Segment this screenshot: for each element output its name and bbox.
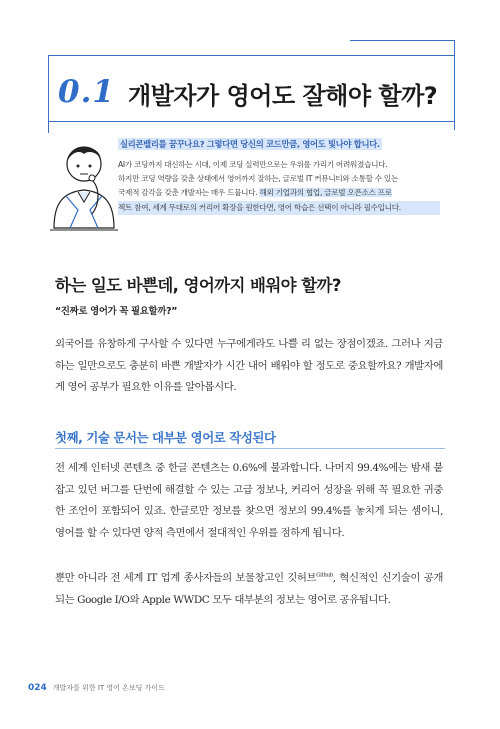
chapter-number: 0.1 <box>58 74 115 110</box>
chapter-top-accent <box>350 40 454 41</box>
intro-highlight: 실리콘밸리를 꿈꾸나요? 그렇다면 당신의 코드만큼, 영어도 빛나야 합니다. <box>120 139 380 149</box>
chapter-bottom-rule <box>48 121 454 122</box>
intro-box <box>118 132 440 215</box>
chapter-top-rule <box>48 55 454 56</box>
section-question: “진짜로 영어가 꼭 필요할까?” <box>55 306 178 317</box>
developer-icon <box>48 126 120 234</box>
paragraph-3 <box>55 568 443 611</box>
page-number: 024 <box>28 683 47 693</box>
chapter-title: 개발자가 영어도 잘해야 할까? <box>128 82 438 110</box>
intro-line: 젝트 참여, 세계 무대로의 커리어 확장을 원한다면, 영어 학습은 선택이 아니라 필수입니다. <box>118 201 440 215</box>
subsection-heading: 첫째, 기술 문서는 대부분 영어로 작성된다 <box>55 430 276 445</box>
page-footer <box>28 683 165 693</box>
intro-body <box>118 158 440 215</box>
chapter-right-rule <box>454 40 455 130</box>
intro-line: AI가 코딩까지 대신하는 시대, 이제 코딩 실력만으로는 우위를 가리기 어려워졌습니다. <box>118 160 388 169</box>
paragraph-3-part-b: , 혁신적인 신기술이 공개되는 Google I/O와 Apple WWDC 모두 대부분의 정보는 영어로 공유됩니다. <box>55 572 444 606</box>
subsection-rule <box>55 448 445 449</box>
paragraph-1: 외국어를 유창하게 구사할 수 있다면 누구에게라도 나쁠 리 없는 장점이겠죠. 그러나 지금 하는 일만으로도 충분히 바쁜 개발자가 시간 내어 배워야 할 정도로 중요할까요? 개발자에게 영어 공부가 필요한 이유를 알아봅시다. <box>55 338 443 394</box>
book-title: 개발자를 위한 IT 영어 온보딩 가이드 <box>52 684 165 692</box>
intro-line-marked: 해외 기업과의 협업, 글로벌 오픈소스 프로 <box>259 188 392 198</box>
intro-line-part: 국제적 감각을 갖춘 개발자는 매우 드뭅니다. <box>118 188 258 198</box>
paragraph-3-part-a: 뿐만 아니라 전 세계 IT 업계 종사자들의 보물창고인 깃허브 <box>55 572 317 584</box>
intro-line <box>118 186 440 200</box>
paragraph-2: 전 세계 인터넷 콘텐츠 중 한글 콘텐츠는 0.6%에 불과합니다. 나머지 99.4%에는 밤새 붙잡고 있던 버그를 단번에 해결할 수 있는 고급 정보나, 커리어 성장을 위해 꼭 필요한 귀중한 조언이 포함되어 있죠. 한글로만 정보를 찾으면 정보의 99.4%를 놓치게 되는 셈이니, 영어를 할 수 있다면 양적 측면에서 절대적인 우위를 점하게 됩니다. <box>55 462 443 540</box>
thinking-developer-illustration <box>48 126 120 234</box>
intro-line: 하지만 코딩 역량을 갖춘 상태에서 영어까지 잘하는, 글로벌 IT 커뮤니티와 소통할 수 있는 <box>118 174 398 184</box>
section-heading: 하는 일도 바쁜데, 영어까지 배워야 할까? <box>55 276 341 295</box>
github-superscript: Github <box>316 572 333 579</box>
